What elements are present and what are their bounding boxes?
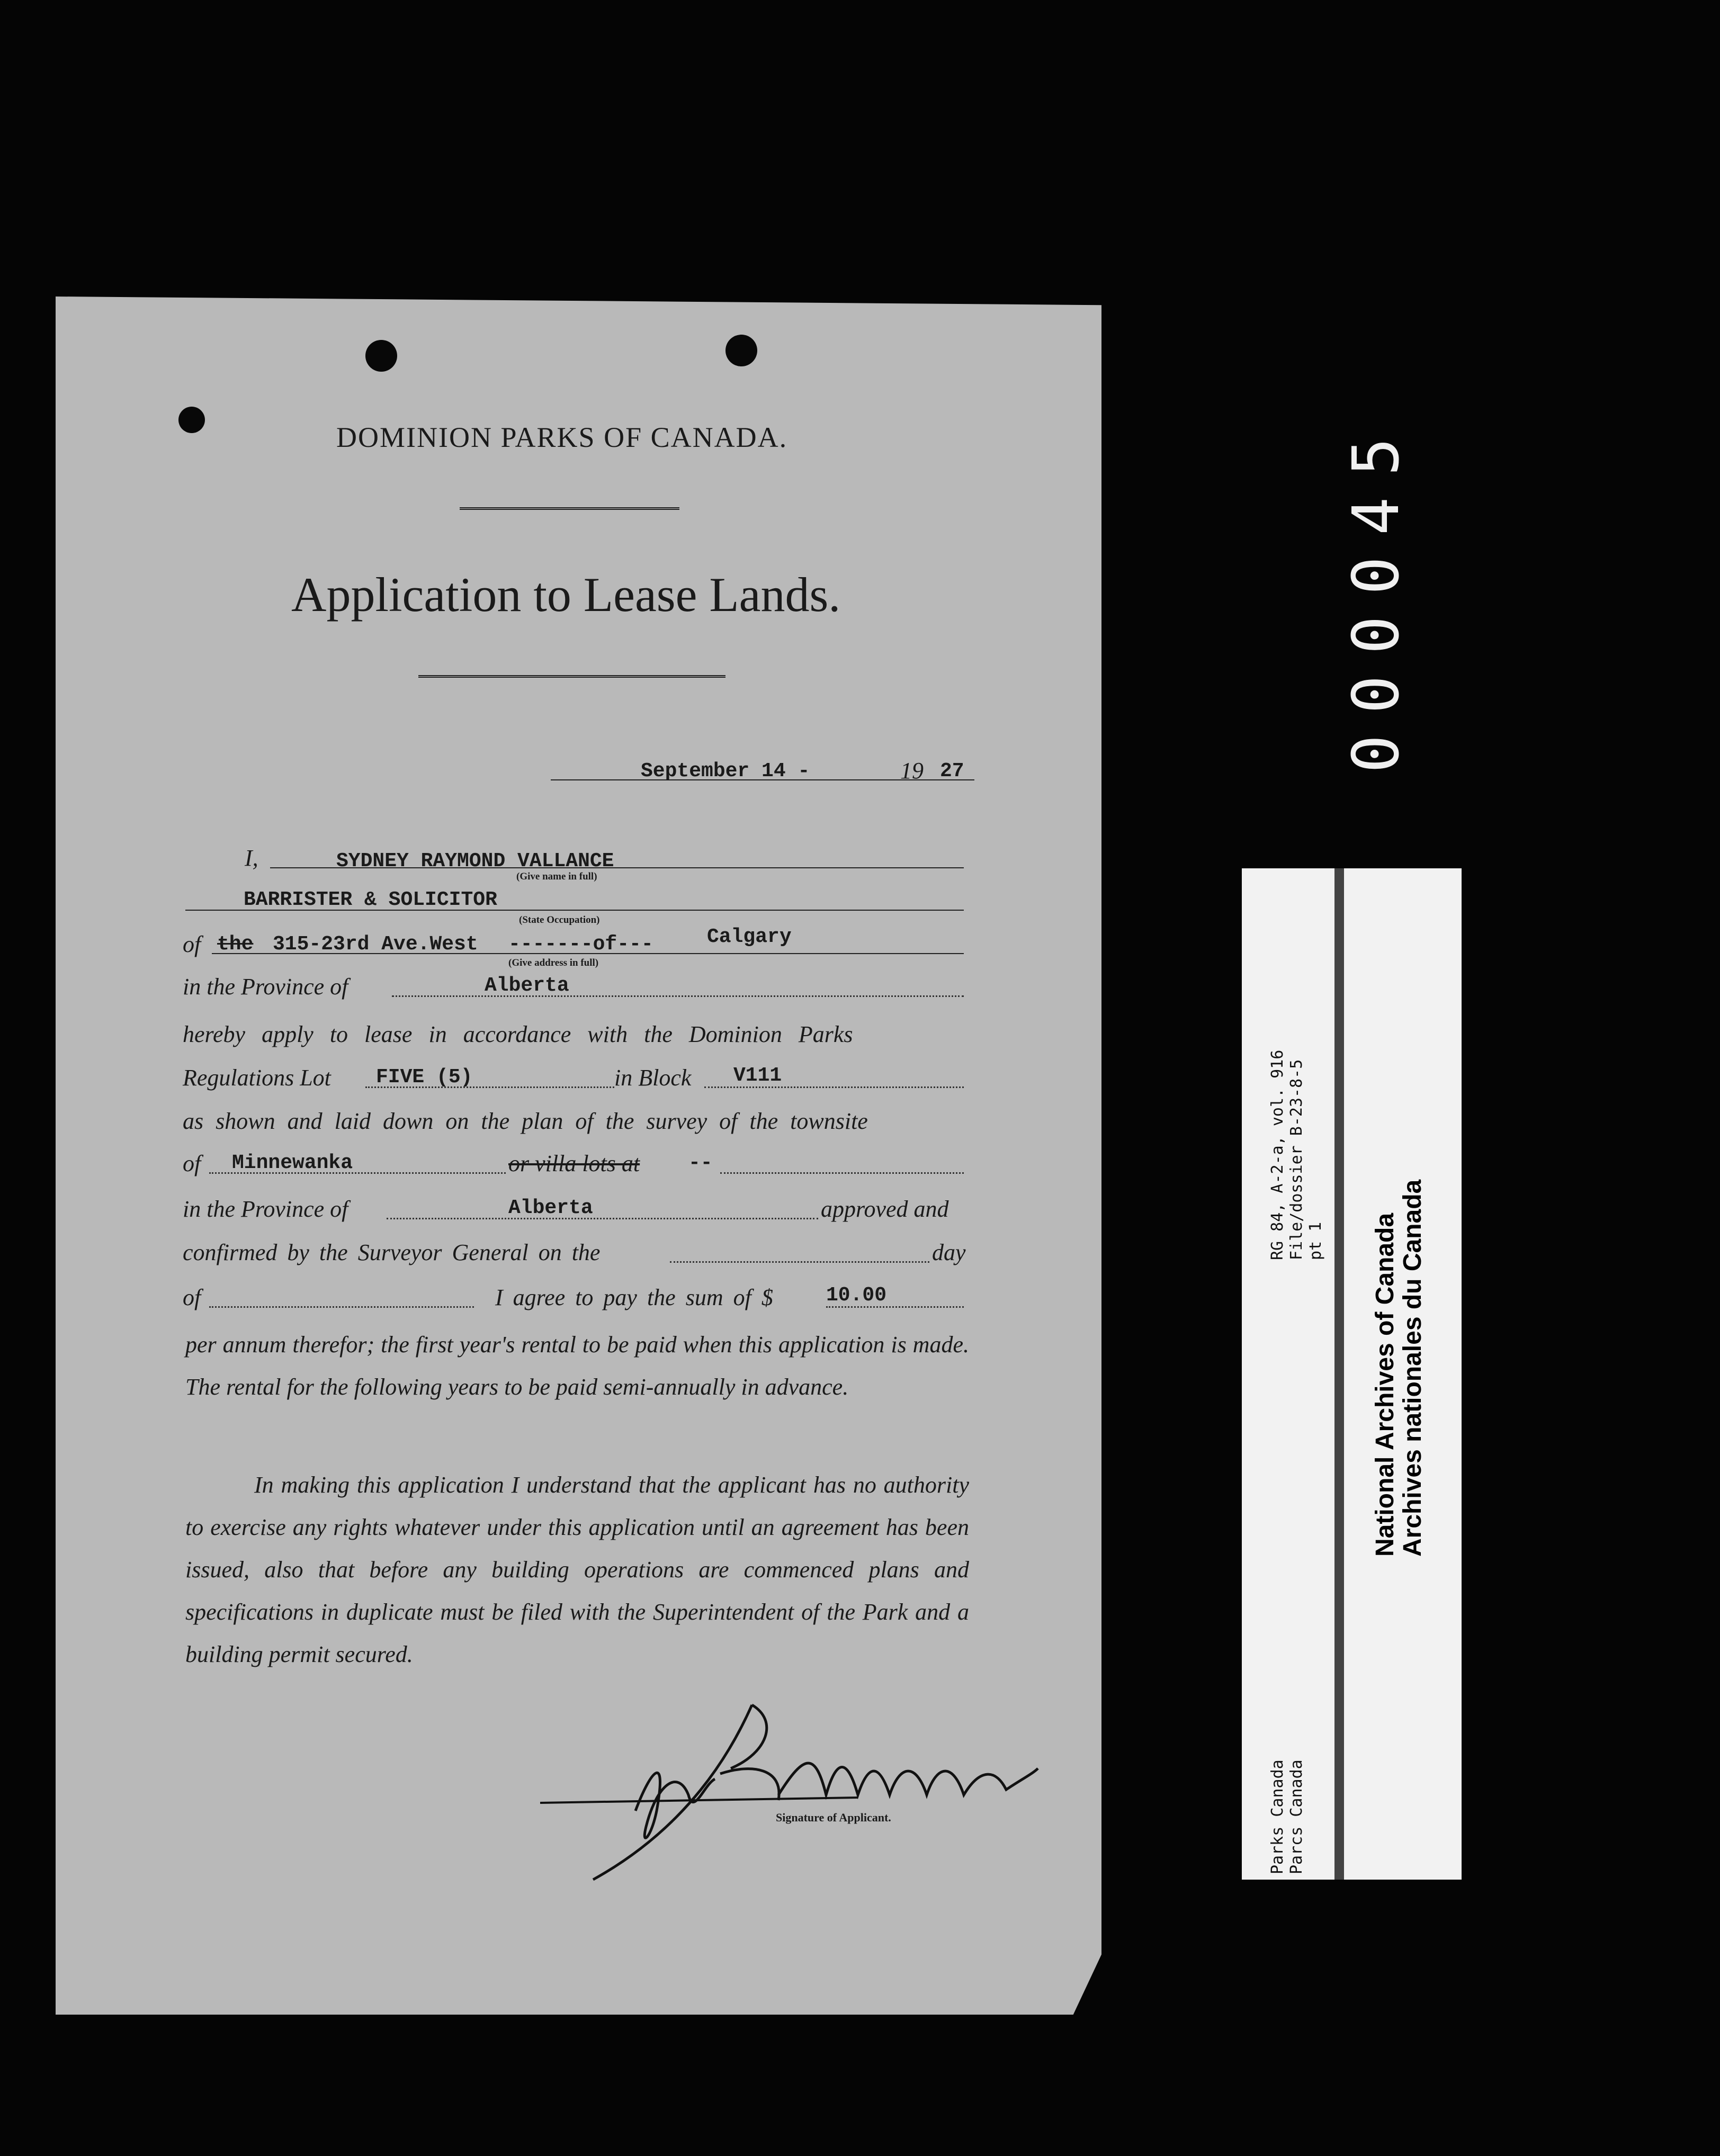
rental-paragraph: per annum therefor; the first year's rental to be paid when this application is made. The rental for the following years to be paid semi-annually in advance. <box>185 1332 969 1400</box>
punch-hole-mark <box>178 407 205 433</box>
archive-label <box>1242 868 1462 1880</box>
date-year-suffix: 27 <box>940 760 964 783</box>
label-divider <box>1334 868 1344 1880</box>
reference-line-3: pt 1 <box>1306 1221 1325 1260</box>
province-line <box>392 995 964 997</box>
applicant-signature <box>530 1689 1049 1890</box>
province-prefix: in the Province of <box>183 974 348 1000</box>
agency-fr: Parcs Canada <box>1287 1759 1306 1874</box>
of-line <box>209 1306 474 1308</box>
apply-text: hereby apply to lease in accordance with the Dominion Parks <box>183 1021 853 1047</box>
confirmed-text: confirmed by the Surveyor General on the <box>183 1239 601 1265</box>
confirmed-date-line <box>670 1261 929 1263</box>
punch-hole-right <box>725 335 757 366</box>
archive-reference <box>1268 1050 1325 1260</box>
province2-line <box>387 1218 818 1219</box>
province2-value: Alberta <box>508 1197 593 1219</box>
address-struck: the <box>217 933 254 956</box>
agency-names <box>1268 1759 1306 1874</box>
day-text: day <box>932 1239 966 1265</box>
villa-lots-struck: or villa lots at <box>508 1151 640 1176</box>
applicant-address: 315-23rd Ave.West <box>273 933 478 956</box>
plan-text: as shown and laid down on the plan of the survey of the townsite <box>183 1108 868 1134</box>
lot-value: FIVE (5) <box>376 1066 473 1089</box>
date-year-prefix: 19 <box>900 758 924 784</box>
reference-line-1: RG 84, A-2-a, vol. 916 <box>1268 1049 1287 1260</box>
archives-en: National Archives of Canada <box>1371 1212 1399 1557</box>
name-caption: (Give name in full) <box>516 871 597 882</box>
agree-text: I agree to pay the sum of $ <box>495 1284 773 1310</box>
agency-en: Parks Canada <box>1268 1759 1287 1874</box>
archives-names <box>1372 1180 1427 1557</box>
regulations-lot-prefix: Regulations Lot <box>183 1065 331 1091</box>
signature-caption: Signature of Applicant. <box>776 1811 891 1824</box>
applicant-occupation: BARRISTER & SOLICITOR <box>244 888 497 911</box>
reference-line-2: File/dossier B-23-8-5 <box>1287 1059 1306 1260</box>
date-month-day: September 14 - <box>641 760 810 783</box>
title-rule <box>418 675 725 678</box>
address-caption: (Give address in full) <box>508 957 599 968</box>
frame-number: 000045 <box>1340 416 1413 773</box>
address-city: Calgary <box>707 926 792 948</box>
villa-line <box>720 1172 964 1174</box>
applicant-prefix: I, <box>245 845 258 871</box>
address-struck-tail: -------of--- <box>508 933 653 956</box>
block-value: V111 <box>733 1064 782 1087</box>
of-text: of <box>183 1284 201 1310</box>
applicant-name: SYDNEY RAYMOND VALLANCE <box>336 850 614 873</box>
archives-fr: Archives nationales du Canada <box>1399 1179 1427 1557</box>
block-prefix: in Block <box>614 1065 692 1091</box>
agency-header: DOMINION PARKS OF CANADA. <box>336 421 788 453</box>
sum-value: 10.00 <box>826 1284 887 1307</box>
province-value: Alberta <box>485 974 569 997</box>
document-title: Application to Lease Lands. <box>291 568 841 622</box>
approved-text: approved and <box>821 1196 949 1222</box>
occupation-caption: (State Occupation) <box>519 914 600 926</box>
header-rule <box>460 507 679 510</box>
conditions-paragraph: In making this application I understand that the applicant has no authority to exercise any rights whatever under this application until an agreement has been issued, also that before any building operations are commenced plans and specifications in duplicate must be filed with the Superintendent of the Park and a building permit secured. <box>185 1472 969 1667</box>
punch-hole-left <box>365 340 397 372</box>
townsite-value: Minnewanka <box>232 1152 353 1174</box>
townsite-prefix: of <box>183 1151 201 1176</box>
address-prefix: of <box>183 931 201 957</box>
province2-prefix: in the Province of <box>183 1196 348 1222</box>
villa-tail: -- <box>688 1152 713 1174</box>
